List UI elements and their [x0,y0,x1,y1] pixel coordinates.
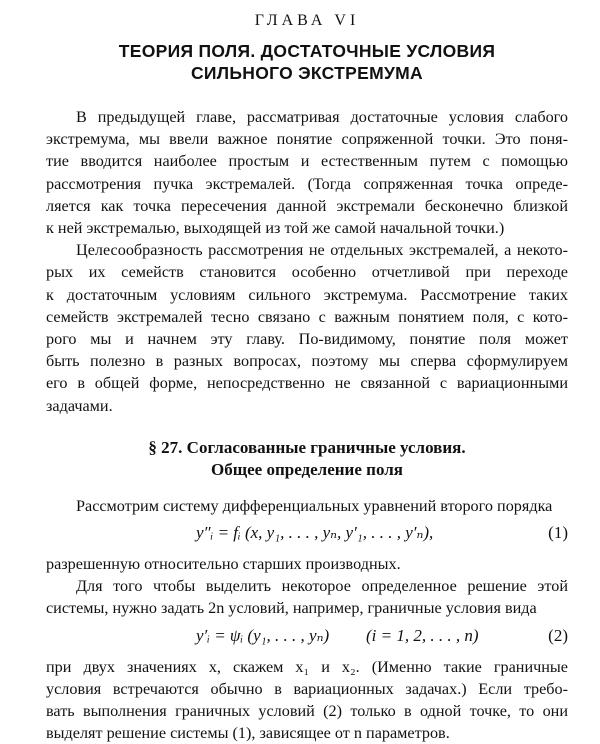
text-line: рых их семейств становится особенно отчетливой при переходе [46,263,568,282]
formula-2-condition: (i = 1, 2, . . . , n) [366,625,479,645]
text-line: Целесообразность рассмотрения не отдельных экстремалей, а некото- [76,241,568,260]
section-paragraph-1 [46,495,568,517]
chapter-label: ГЛАВА VI [254,12,360,29]
text-line: быть полезно в разных вопросах, поэтому мы сперва сформулируем [46,352,568,371]
text-line: его в общей форме, непосредственно не связанной с вариационными [46,374,568,393]
chapter-title [46,40,568,84]
section-paragraph-4 [46,656,568,744]
text-line: ляется как точка пересечения данной экстремали бесконечно близкой [46,196,568,215]
text-line: Рассмотрим систему дифференциальных уравнений второго порядка [76,496,553,515]
text-line: тие вводится наиболее простым и естественным путем с помощью [46,152,568,171]
text-line: семейств экстремалей тесно связано с важным понятием поля, с кото- [46,307,568,326]
text-line: к ней экстремалью, выходящей из той же самой начальной точки.) [46,219,505,238]
text-line: разрешенную относительно старших производных. [46,555,401,574]
text-line: задачами. [46,396,113,415]
formula-1 [46,517,568,553]
section-paragraph-3 [46,575,568,619]
text-line: рого мы и начнем эту главу. По-видимому, понятие поля может [46,330,568,349]
section-title-line-1: § 27. Согласованные граничные условия. [148,437,466,457]
book-page [46,12,568,744]
formula-2-expression: y′ᵢ = ψᵢ (y₁, . . . , yₙ) [196,625,330,645]
text-line: рассмотрения пучка экстремалей. (Тогда сопряженная точка опреде- [46,174,568,193]
text-line: экстремума, мы ввели важное понятие сопряженной точки. Это поня- [46,130,568,149]
text-line: к достаточным условиям сильного экстремума. Рассмотрение таких [46,285,568,304]
text-line: системы, нужно задать 2n условий, например, граничные условия вида [46,599,537,618]
text-line: В предыдущей главе, рассматривая достаточные условия слабого [76,108,568,126]
formula-2-number: (2) [548,625,568,645]
chapter-title-line-1: ТЕОРИЯ ПОЛЯ. ДОСТАТОЧНЫЕ УСЛОВИЯ [118,41,496,61]
text-line: условия встречаются обычно в вариационных задачах.) Если требо- [46,679,568,698]
text-line: выделят решение системы (1), зависящее от n параметров. [46,724,450,743]
text-line: вать выполнения граничных условий (2) только в одной точке, то они [46,702,568,721]
section-paragraph-2 [46,553,568,575]
text-line: Для того чтобы выделить некоторое определенное решение этой [76,577,568,596]
chapter-title-line-2: СИЛЬНОГО ЭКСТРЕМУМА [190,63,423,83]
section-title [46,437,568,481]
formula-1-number: (1) [548,523,568,543]
intro-paragraph-1 [46,106,568,239]
section-title-line-2: Общее определение поля [211,459,403,479]
formula-2 [46,620,568,656]
formula-1-expression: y″ᵢ = fᵢ (x, y₁, . . . , yₙ, y′₁, . . . , y′ₙ), [196,523,434,543]
intro-paragraph-2 [46,239,568,417]
text-line: при двух значениях x, скажем x₁ и x₂. (Именно такие граничные [46,657,568,676]
